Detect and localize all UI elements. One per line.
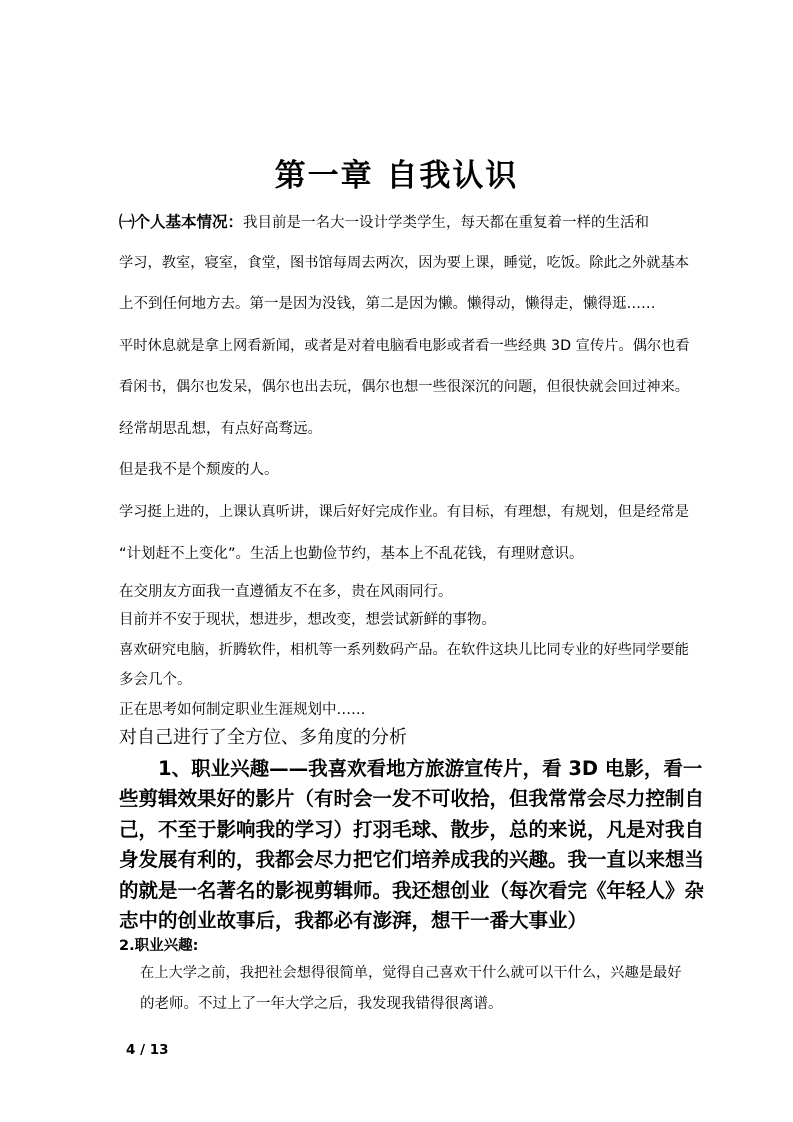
section-2-heading: 2.职业兴趣: [119,938,199,954]
interest-line-4: 身发展有利的，我都会尽力把它们培养成我的兴趣。我一直以来想当 [119,848,705,871]
interest-line-3: 己，不至于影响我的学习）打羽毛球、散步，总的来说，凡是对我自 [119,818,705,841]
section-2-line-1: 在上大学之前，我把社会想得很简单，觉得自己喜欢干什么就可以干什么，兴趣是最好 [140,965,682,981]
chapter-title: 第一章 自我认识 [274,158,519,194]
intro-label: ㈠个人基本情况： [119,213,244,231]
interest-line-6: 志中的创业故事后，我都必有澎湃，想干一番大事业） [119,909,588,932]
intro-line-2: 学习，教室，寝室，食堂，图书馆每周去两次，因为要上课，睡觉，吃饭。除此之外就基本 [119,255,690,271]
section-2-line-2: 的老师。不过上了一年大学之后，我发现我错得很离谱。 [140,996,503,1012]
interest-line-2: 些剪辑效果好的影片（有时会一发不可收拾，但我常常会尽力控制自 [119,787,705,810]
friends-line: 在交朋友方面我一直遵循友不在多，贵在风雨同行。 [119,584,453,600]
study-line-1: 学习挺上进的，上课认真听讲，课后好好完成作业。有目标，有理想，有规划，但是经常是 [119,504,690,520]
intro-text: 我目前是一名大一设计学类学生，每天都在重复着一样的生活和 [243,215,650,231]
interest-line-5: 的就是一名著名的影视剪辑师。我还想创业（每次看完《年轻人》杂 [119,879,705,902]
computer-line-2: 多会几个。 [119,672,192,688]
analysis-heading: 对自己进行了全方位、多角度的分析 [119,727,407,748]
leisure-line-1: 平时休息就是拿上网看新闻，或者是对着电脑看电影或者看一些经典 3D 宣传片。偶尔也看 [119,338,690,354]
intro-line-1 [119,212,649,233]
page-number: 4 / 13 [126,1042,169,1058]
leisure-line-3: 经常胡思乱想，有点好高骛远。 [119,421,322,437]
current-line: 目前并不安于现状，想进步，想改变，想尝试新鲜的事物。 [119,612,496,628]
leisure-line-2: 看闲书，偶尔也发呆，偶尔也出去玩，偶尔也想一些很深沉的问题，但很快就会回过神来。 [119,379,690,395]
not-decadent-line: 但是我不是个颓废的人。 [119,462,279,478]
planning-line: 正在思考如何制定职业生涯规划中…… [119,702,366,718]
study-line-2: “计划赶不上变化”。生活上也勤俭节约，基本上不乱花钱，有理财意识。 [119,546,584,562]
computer-line-1: 喜欢研究电脑，折腾软件，相机等一系列数码产品。在软件这块儿比同专业的好些同学要能 [119,642,690,658]
intro-line-3: 上不到任何地方去。第一是因为没钱，第二是因为懒。懒得动，懒得走，懒得逛…… [119,296,656,312]
interest-line-1: 1、职业兴趣——我喜欢看地方旅游宣传片，看 3D 电影，看一 [119,757,703,780]
